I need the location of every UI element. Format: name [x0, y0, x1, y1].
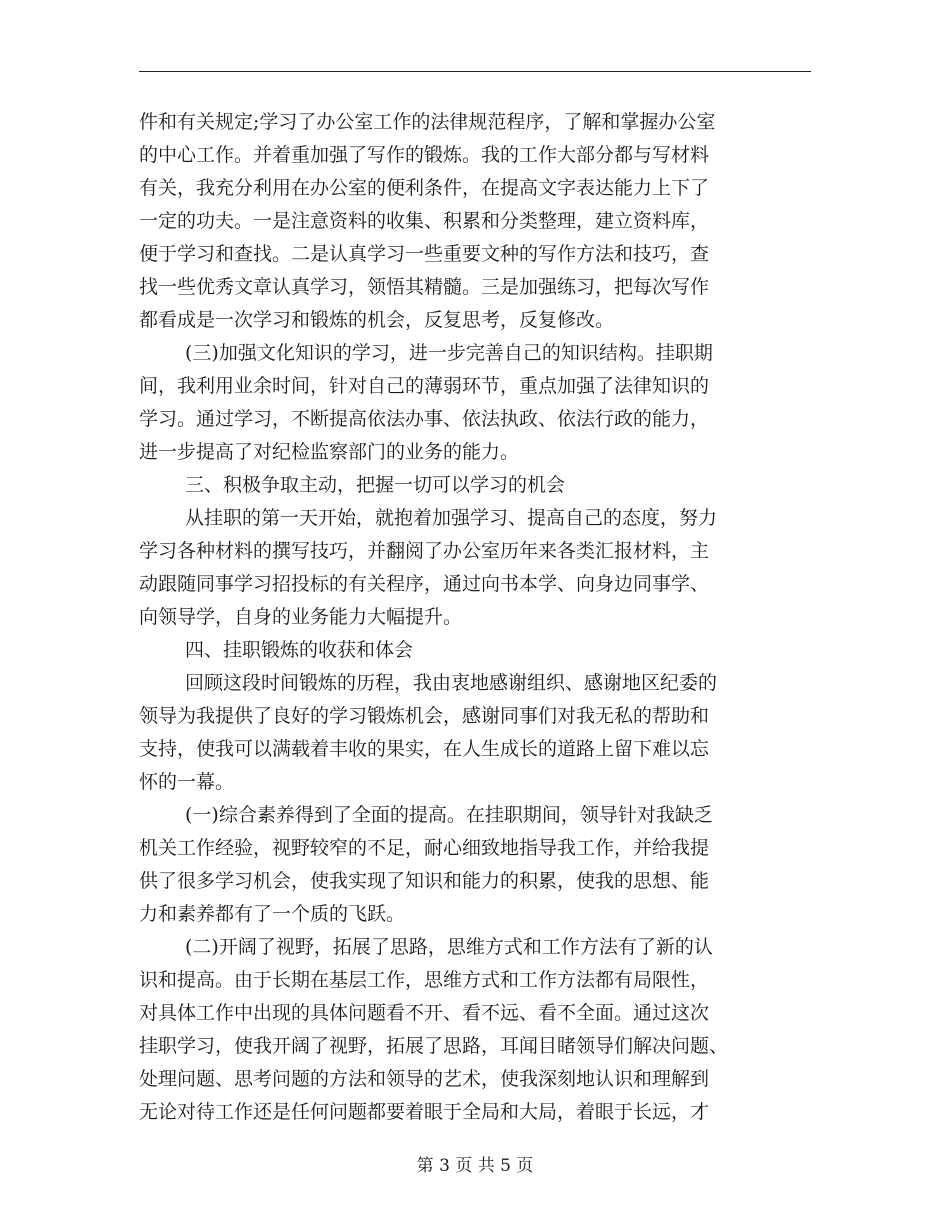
- text-line: 回顾这段时间锻炼的历程，我由衷地感谢组织、感谢地区纪委的: [185, 672, 718, 694]
- text-line: 机关工作经验，视野较窄的不足，耐心细致地指导我工作，并给我提: [139, 837, 710, 859]
- text-line: 找一些优秀文章认真学习，领悟其精髓。三是加强练习，把每次写作: [139, 276, 710, 298]
- text-line: 向领导学，自身的业务能力大幅提升。: [139, 606, 463, 628]
- text-line: 力和素养都有了一个质的飞跃。: [139, 903, 406, 925]
- text-line: 识和提高。由于长期在基层工作，思维方式和工作方法都有局限性，: [139, 969, 710, 991]
- text-line: 怀的一幕。: [139, 771, 235, 793]
- text-line: 领导为我提供了良好的学习锻炼机会，感谢同事们对我无私的帮助和: [139, 705, 710, 727]
- text-line: 进一步提高了对纪检监察部门的业务的能力。: [139, 441, 520, 463]
- text-line: 供了很多学习机会，使我实现了知识和能力的积累，使我的思想、能: [139, 870, 710, 892]
- text-line: 动跟随同事学习招投标的有关程序，通过向书本学、向身边同事学、: [139, 573, 710, 595]
- text-line: 三、积极争取主动，把握一切可以学习的机会: [185, 474, 566, 496]
- text-line: (二)开阔了视野，拓展了思路，思维方式和工作方法有了新的认: [185, 936, 713, 958]
- text-line: 便于学习和查找。二是认真学习一些重要文种的写作方法和技巧，查: [139, 243, 710, 265]
- text-line: 学习各种材料的撰写技巧，并翻阅了办公室历年来各类汇报材料，主: [139, 540, 710, 562]
- text-line: 学习。通过学习，不断提高依法办事、依法执政、依法行政的能力，: [139, 408, 710, 430]
- header-rule: [139, 71, 811, 72]
- document-body: [139, 106, 811, 1129]
- text-line: 间，我利用业余时间，针对自己的薄弱环节，重点加强了法律知识的: [139, 375, 710, 397]
- text-line: 从挂职的第一天开始，就抱着加强学习、提高自己的态度，努力: [185, 507, 718, 529]
- text-line: 的中心工作。并着重加强了写作的锻炼。我的工作大部分都与写材料: [139, 144, 710, 166]
- text-line: 一定的功夫。一是注意资料的收集、积累和分类整理，建立资料库，: [139, 210, 710, 232]
- text-line: 挂职学习，使我开阔了视野，拓展了思路，耳闻目睹领导们解决问题、: [139, 1035, 729, 1057]
- text-line: 件和有关规定;学习了办公室工作的法律规范程序，了解和掌握办公室: [139, 111, 716, 133]
- text-line: 无论对待工作还是任何问题都要着眼于全局和大局，着眼于长远，才: [139, 1101, 710, 1123]
- text-line: 对具体工作中出现的具体问题看不开、看不远、看不全面。通过这次: [139, 1002, 710, 1024]
- text-line: 四、挂职锻炼的收获和体会: [185, 639, 414, 661]
- text-line: (一)综合素养得到了全面的提高。在挂职期间，领导针对我缺乏: [185, 804, 713, 826]
- page-number-footer: 第 3 页 共 5 页: [416, 1156, 534, 1176]
- text-line: 有关，我充分利用在办公室的便利条件，在提高文字表达能力上下了: [139, 177, 710, 199]
- text-line: 支持，使我可以满载着丰收的果实，在人生成长的道路上留下难以忘: [139, 738, 710, 760]
- text-line: 都看成是一次学习和锻炼的机会，反复思考，反复修改。: [139, 309, 615, 331]
- text-line: 处理问题、思考问题的方法和领导的艺术，使我深刻地认识和理解到: [139, 1068, 710, 1090]
- text-line: (三)加强文化知识的学习，进一步完善自己的知识结构。挂职期: [185, 342, 713, 364]
